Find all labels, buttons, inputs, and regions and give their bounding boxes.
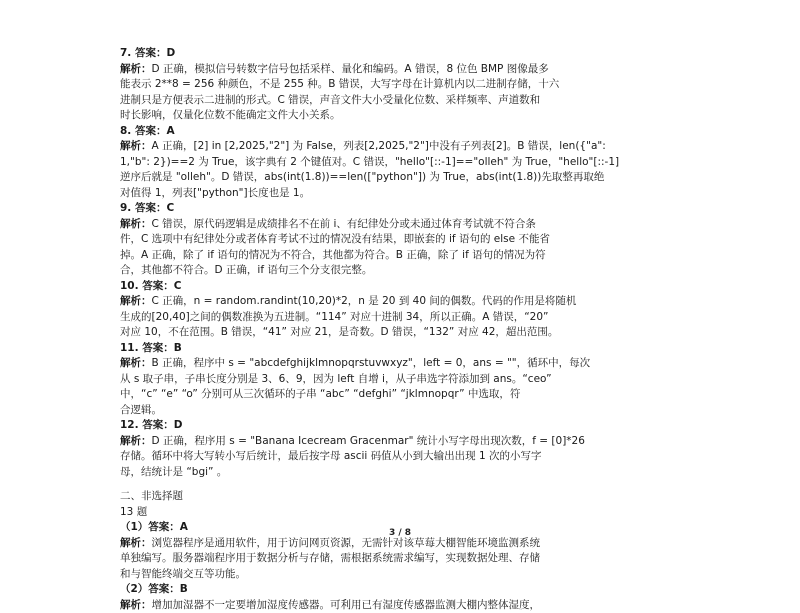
question-answer — [120, 341, 685, 357]
explanation-text: 对应 10，不在范围。B 错误，“41” 对应 21，是奇数。D 错误，“132” 对应 42，超出范围。 — [120, 326, 558, 338]
subquestion-explanation-line — [120, 551, 685, 567]
subquestion-answer — [120, 582, 685, 598]
question-explanation-line — [120, 93, 685, 109]
question-explanation-line — [120, 310, 685, 326]
explanation-prefix: 解析： — [120, 435, 152, 447]
explanation-text: 件，C 选项中有纪律处分或者体育考试不过的情况没有结果，即嵌套的 if 语句的 else 不能省 — [120, 233, 550, 245]
explanation-text: 进制只是方便表示二进制的形式。C 错误，声音文件大小受量化位数、采样频率、声道数和 — [120, 94, 540, 106]
question-answer — [120, 418, 685, 434]
explanation-text: 浏览器程序是通用软件，用于访问网页资源，无需针对该草莓大棚智能环境监测系统 — [152, 537, 541, 549]
question-explanation-line — [120, 139, 685, 155]
question-explanation-line — [120, 248, 685, 264]
question-explanation-line — [120, 108, 685, 124]
explanation-text: 时长影响，仅量化位数不能确定文件大小关系。 — [120, 109, 341, 121]
answer-label: 12. 答案：D — [120, 419, 182, 431]
explanation-prefix: 解析： — [120, 140, 152, 152]
question-explanation-line — [120, 294, 685, 310]
explanation-text: 存储。循环中将大写转小写后统计，最后按字母 ascii 码值从小到大输出出现 1 次的小写字 — [120, 450, 542, 462]
section-title — [120, 489, 685, 505]
section-title-text: 二、非选择题 — [120, 490, 183, 502]
explanation-text: 单独编写。服务器端程序用于数据分析与存储，需根据系统需求编写，实现数据处理、存储 — [120, 552, 540, 564]
explanation-text: 从 s 取子串，子串长度分别是 3、6、9，因为 left 自增 i，从子串选字符添加到 ans。“ceo” — [120, 373, 552, 385]
explanation-text: D 正确，程序用 s = "Banana Icecream Gracenmar" 统计小写字母出现次数，f = [0]*26 — [152, 435, 585, 447]
explanation-text: C 错误，原代码逻辑是成绩排名不在前 i、有纪律处分或未通过体育考试就不符合条 — [152, 218, 536, 230]
question-answer — [120, 46, 685, 62]
question-explanation-line — [120, 232, 685, 248]
explanation-text: 母，结统计是 “bgi” 。 — [120, 466, 227, 478]
answer-label: （1）答案：A — [120, 521, 188, 533]
question-explanation-line — [120, 465, 685, 481]
explanation-text: C 正确，n = random.randint(10,20)*2，n 是 20 到 40 间的偶数。代码的作用是将随机 — [152, 295, 577, 307]
question-explanation-line — [120, 217, 685, 233]
explanation-text: 逆序后就是 "olleh"。D 错误，abs(int(1.8))==len(["python"]) 为 True，abs(int(1.8))先取整再取绝 — [120, 171, 604, 183]
question-explanation-line — [120, 77, 685, 93]
answer-label: 7. 答案：D — [120, 47, 175, 59]
explanation-text: 合逻辑。 — [120, 404, 162, 416]
question-explanation-line — [120, 403, 685, 419]
explanation-text: D 正确，模拟信号转数字信号包括采样、量化和编码。A 错误，8 位色 BMP 图像最多 — [152, 63, 549, 75]
explanation-text: 和与智能终端交互等功能。 — [120, 568, 246, 580]
question-answer — [120, 124, 685, 140]
question-answer — [120, 201, 685, 217]
answer-label: （2）答案：B — [120, 583, 188, 595]
subquestion-explanation-line — [120, 567, 685, 583]
question-answer — [120, 279, 685, 295]
question-explanation-line — [120, 155, 685, 171]
explanation-text: 生成的[20,40]之间的偶数准换为五进制。“114” 对应十进制 34，所以正确。A 错误，“20” — [120, 311, 548, 323]
question-explanation-line — [120, 263, 685, 279]
explanation-text: 1,"b": 2})==2 为 True，该字典有 2 个键值对。C 错误，"hello"[::-1]=="olleh" 为 True，"hello"[::-1] — [120, 156, 619, 168]
answer-label: 8. 答案：A — [120, 125, 175, 137]
answer-label: 11. 答案：B — [120, 342, 182, 354]
question-explanation-line — [120, 62, 685, 78]
explanation-text: 能表示 2**8 = 256 种颜色，不是 255 种。B 错误，大写字母在计算机内以二进制存储，十六 — [120, 78, 559, 90]
explanation-prefix: 解析： — [120, 357, 152, 369]
explanation-text: 对值得 1，列表["python"]长度也是 1。 — [120, 187, 310, 199]
question-explanation-line — [120, 387, 685, 403]
explanation-text: 增加加湿器不一定要增加湿度传感器。可利用已有湿度传感器监测大棚内整体湿度， — [152, 599, 541, 611]
explanation-text: A 正确，[2] in [2,2025,"2"] 为 False，列表[2,2025,"2"]中没有子列表[2]。B 错误，len({"a": — [152, 140, 606, 152]
answer-label: 9. 答案：C — [120, 202, 174, 214]
question-explanation-line — [120, 449, 685, 465]
subquestion-explanation-line — [120, 598, 685, 613]
explanation-prefix: 解析： — [120, 537, 152, 549]
question-explanation-line — [120, 170, 685, 186]
explanation-text: 中，“c” “e” “o” 分别可从三次循环的子串 “abc” “defghi” “jklmnopqr” 中选取，符 — [120, 388, 520, 400]
question-explanation-line — [120, 372, 685, 388]
explanation-text: B 正确，程序中 s = "abcdefghijklmnopqrstuvwxyz"，left = 0，ans = ""，循环中，每次 — [152, 357, 591, 369]
question-explanation-line — [120, 325, 685, 341]
explanation-prefix: 解析： — [120, 218, 152, 230]
question-number-text: 13 题 — [120, 506, 147, 518]
question-explanation-line — [120, 434, 685, 450]
answer-label: 10. 答案：C — [120, 280, 181, 292]
page-number: 3 / 8 — [0, 528, 800, 538]
explanation-prefix: 解析： — [120, 295, 152, 307]
question-explanation-line — [120, 186, 685, 202]
explanation-text: 合，其他都不符合。D 正确，if 语句三个分支很完整。 — [120, 264, 372, 276]
explanation-prefix: 解析： — [120, 599, 152, 611]
question-explanation-line — [120, 356, 685, 372]
explanation-prefix: 解析： — [120, 63, 152, 75]
explanation-text: 掉。A 正确，除了 if 语句的情况为不符合，其他都为符合。B 正确，除了 if 语句的情况为符 — [120, 249, 546, 261]
question-number — [120, 505, 685, 521]
